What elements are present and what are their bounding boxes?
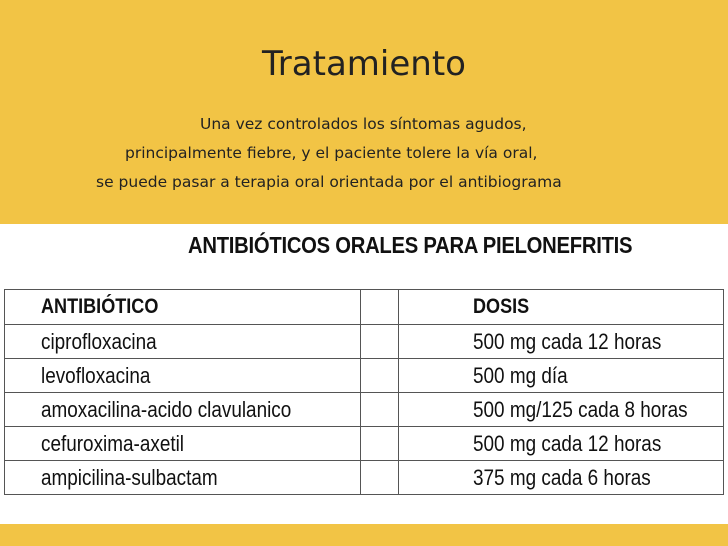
table-row bbox=[5, 461, 724, 495]
table-header-row bbox=[5, 290, 724, 325]
antibiotic-cell: ampicilina-sulbactam bbox=[5, 461, 361, 495]
column-header-dose: DOSIS bbox=[399, 290, 724, 325]
table-row bbox=[5, 393, 724, 427]
antibiotic-cell: amoxacilina-acido clavulanico bbox=[5, 393, 361, 427]
antibiotic-cell: cefuroxima-axetil bbox=[5, 427, 361, 461]
antibiotic-cell: ciprofloxacina bbox=[5, 325, 361, 359]
antibiotic-cell: levofloxacina bbox=[5, 359, 361, 393]
dose-cell: 375 mg cada 6 horas bbox=[399, 461, 724, 495]
dose-cell: 500 mg día bbox=[399, 359, 724, 393]
intro-line: se puede pasar a terapia oral orientada por el antibiograma bbox=[96, 173, 562, 191]
dose-cell: 500 mg cada 12 horas bbox=[399, 325, 724, 359]
table-row bbox=[5, 427, 724, 461]
intro-line: principalmente fiebre, y el paciente tolere la vía oral, bbox=[125, 144, 538, 162]
spacer-cell bbox=[361, 461, 399, 495]
spacer-cell bbox=[361, 359, 399, 393]
antibiotics-table bbox=[4, 289, 724, 495]
spacer-cell bbox=[361, 325, 399, 359]
spacer-cell bbox=[361, 427, 399, 461]
spacer-cell bbox=[361, 393, 399, 427]
dose-cell: 500 mg cada 12 horas bbox=[399, 427, 724, 461]
column-spacer bbox=[361, 290, 399, 325]
intro-line: Una vez controlados los síntomas agudos, bbox=[200, 115, 527, 133]
table-row bbox=[5, 325, 724, 359]
table-heading: ANTIBIÓTICOS ORALES PARA PIELONEFRITIS bbox=[188, 232, 633, 258]
slide-title: Tratamiento bbox=[262, 44, 466, 84]
column-header-antibiotic: ANTIBIÓTICO bbox=[5, 290, 361, 325]
table-row bbox=[5, 359, 724, 393]
dose-cell: 500 mg/125 cada 8 horas bbox=[399, 393, 724, 427]
